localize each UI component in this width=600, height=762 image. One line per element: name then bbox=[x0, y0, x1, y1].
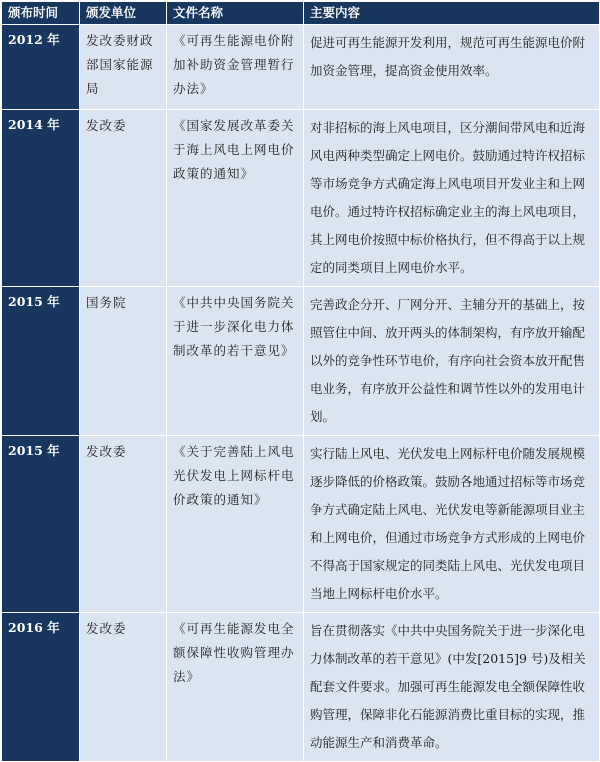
row-year: 2015 年 bbox=[2, 287, 80, 436]
row-issuing-body: 国务院 bbox=[80, 287, 167, 436]
row-issuing-body: 发改委 bbox=[80, 436, 167, 613]
header-main-content: 主要内容 bbox=[304, 2, 600, 25]
header-document-name: 文件名称 bbox=[167, 2, 304, 25]
row-issuing-body: 发改委 bbox=[80, 613, 167, 762]
row-document-name: 《国家发展改革委关于海上风电上网电价政策的通知》 bbox=[167, 110, 304, 287]
row-main-content: 完善政企分开、厂网分开、主辅分开的基础上，按照管住中间、放开两头的体制架构，有序放开输配以外的竞争性环节电价，有序向社会资本放开配售电业务，有序放开公益性和调节性以外的发用电计划。 bbox=[304, 287, 600, 436]
header-issuing-body: 颁发单位 bbox=[80, 2, 167, 25]
policy-table bbox=[1, 1, 600, 762]
table-row bbox=[2, 25, 600, 110]
row-main-content: 促进可再生能源开发利用，规范可再生能源电价附加资金管理，提高资金使用效率。 bbox=[304, 25, 600, 110]
row-issuing-body: 发改委财政部国家能源局 bbox=[80, 25, 167, 110]
row-document-name: 《关于完善陆上风电光伏发电上网标杆电价政策的通知》 bbox=[167, 436, 304, 613]
table-row bbox=[2, 110, 600, 287]
row-year: 2016 年 bbox=[2, 613, 80, 762]
row-document-name: 《可再生能源发电全额保障性收购管理办法》 bbox=[167, 613, 304, 762]
table-row bbox=[2, 287, 600, 436]
row-document-name: 《可再生能源电价附加补助资金管理暂行办法》 bbox=[167, 25, 304, 110]
header-issue-date: 颁布时间 bbox=[2, 2, 80, 25]
row-main-content: 实行陆上风电、光伏发电上网标杆电价随发展规模逐步降低的价格政策。鼓励各地通过招标等市场竞争方式确定陆上风电、光伏发电等新能源项目业主和上网电价，但通过市场竞争方式形成的上网电价不得高于国家规定的同类陆上风电、光伏发电项目当地上网标杆电价水平。 bbox=[304, 436, 600, 613]
row-main-content: 对非招标的海上风电项目，区分潮间带风电和近海风电两种类型确定上网电价。鼓励通过特许权招标等市场竞争方式确定海上风电项目开发业主和上网电价。通过特许权招标确定业主的海上风电项目，其上网电价按照中标价格执行，但不得高于以上规定的同类项目上网电价水平。 bbox=[304, 110, 600, 287]
row-issuing-body: 发改委 bbox=[80, 110, 167, 287]
table-row bbox=[2, 613, 600, 762]
row-year: 2012 年 bbox=[2, 25, 80, 110]
table-header-row bbox=[2, 2, 600, 25]
row-document-name: 《中共中央国务院关于进一步深化电力体制改革的若干意见》 bbox=[167, 287, 304, 436]
table-row bbox=[2, 436, 600, 613]
row-year: 2014 年 bbox=[2, 110, 80, 287]
row-main-content: 旨在贯彻落实《中共中央国务院关于进一步深化电力体制改革的若干意见》(中发[2015]9 号)及相关配套文件要求。加强可再生能源发电全额保障性收购管理，保障非化石能源消费比重目标的实现，推动能源生产和消费革命。 bbox=[304, 613, 600, 762]
row-year: 2015 年 bbox=[2, 436, 80, 613]
